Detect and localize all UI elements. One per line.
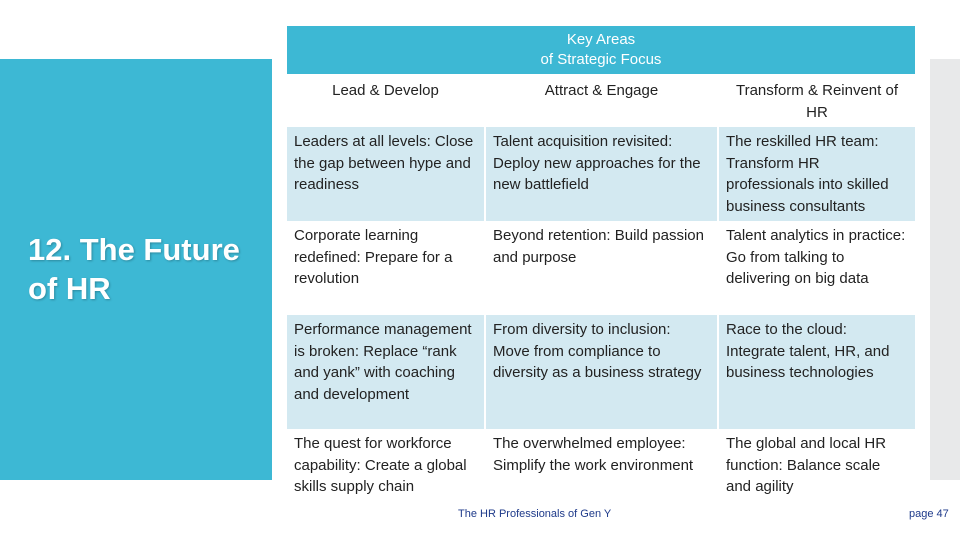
table-cell: Performance management is broken: Replace “rank and yank” with coaching and development xyxy=(287,315,485,429)
table-cell: Leaders at all levels: Close the gap between hype and readiness xyxy=(287,127,485,221)
right-gray-band xyxy=(930,59,960,480)
table-row xyxy=(287,221,915,315)
strategic-focus-table xyxy=(287,74,915,502)
table-row xyxy=(287,315,915,429)
table-header-text: Key Areas of Strategic Focus xyxy=(540,31,662,68)
table-cell: Talent acquisition revisited: Deploy new approaches for the new battlefield xyxy=(485,127,718,221)
slide-title: 12. The Future of HR xyxy=(28,232,240,306)
table-row xyxy=(287,429,915,502)
footer-source: The HR Professionals of Gen Y xyxy=(458,508,612,520)
table-cell: Race to the cloud: Integrate talent, HR, and business technologies xyxy=(718,315,915,429)
table-cell: The reskilled HR team: Transform HR professionals into skilled business consultants xyxy=(718,127,915,221)
table-cell: The quest for workforce capability: Create a global skills supply chain xyxy=(287,429,485,502)
column-header: Transform & Reinvent of HR xyxy=(718,74,915,127)
table-cell: From diversity to inclusion: Move from compliance to diversity as a business strategy xyxy=(485,315,718,429)
page-number: page 47 xyxy=(909,508,949,520)
column-header: Lead & Develop xyxy=(287,74,485,127)
table-cell: Corporate learning redefined: Prepare for a revolution xyxy=(287,221,485,315)
table-header xyxy=(287,26,915,74)
column-header: Attract & Engage xyxy=(485,74,718,127)
table-cell: The overwhelmed employee: Simplify the work environment xyxy=(485,429,718,502)
column-header-row xyxy=(287,74,915,127)
table-cell: Talent analytics in practice: Go from talking to delivering on big data xyxy=(718,221,915,315)
table-cell: Beyond retention: Build passion and purpose xyxy=(485,221,718,315)
table-cell: The global and local HR function: Balance scale and agility xyxy=(718,429,915,502)
table-row xyxy=(287,127,915,221)
